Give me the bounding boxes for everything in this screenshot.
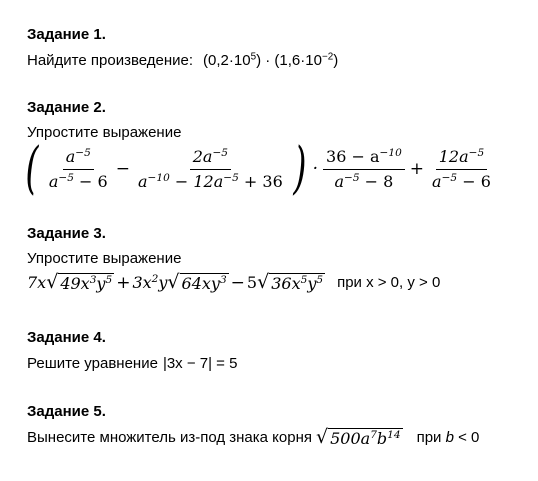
task-3 xyxy=(27,225,440,293)
task-5-title: Задание 5. xyxy=(27,403,106,420)
dot-sign: · xyxy=(312,159,319,179)
fraction-2: $\frac{2a^{-5}}{a^{-10} - 12a^{-5} + 36}$ xyxy=(137,146,283,191)
fraction-1: $\frac{a^{-5}}{a^{-5} - 6}$ xyxy=(48,146,108,191)
task-4-text: Решите уравнение xyxy=(27,355,158,372)
task-1-text: Найдите произведение: xyxy=(27,52,194,69)
right-paren: ) xyxy=(293,136,307,201)
task-1-body xyxy=(27,52,338,70)
fraction-3: $\frac{36 - a^{-10}}{a^{-5} - 8}$ xyxy=(323,147,405,192)
minus-sign: − xyxy=(115,159,130,179)
task-2-title: Задание 2. xyxy=(27,99,106,116)
task-4-equation: |3x − 7| = 5 xyxy=(162,355,238,372)
task-3-title: Задание 3. xyxy=(27,225,106,242)
task-5 xyxy=(27,403,479,448)
task-3-condition: при x > 0, y > 0 xyxy=(337,273,441,291)
task-5-text: Вынесите множитель из-под знака корня xyxy=(27,428,312,446)
plus-sign: + xyxy=(409,159,425,179)
task-2 xyxy=(25,99,497,201)
task-5-body xyxy=(27,427,479,448)
task-3-expression: 7x √ $49x^3y^5$ + $3x^2y$ √ $64xy^3$ − 5 √ $36x^5y^5$ при x > 0, y > 0 xyxy=(27,271,441,293)
task-3-text: Упростите выражение xyxy=(27,250,182,267)
task-1-expression: $(0,2\cdot 10^5) \cdot (1,6\cdot 10^{-2})$ xyxy=(203,51,339,69)
task-2-expression xyxy=(21,136,497,201)
task-4-body xyxy=(27,355,237,373)
task-1-title: Задание 1. xyxy=(27,26,106,43)
radical-3: √ $36x^5y^5$ xyxy=(257,271,324,293)
radical-1: √ $49x^3y^5$ xyxy=(46,271,113,293)
fraction-4: $\frac{12a^{-5}}{a^{-5} - 6}$ xyxy=(432,146,491,191)
task-4 xyxy=(27,329,237,373)
radical-2: √ $64xy^3$ xyxy=(167,271,227,293)
task-5-condition: при b < 0 xyxy=(416,428,480,446)
task-4-title: Задание 4. xyxy=(27,329,106,346)
task-1 xyxy=(27,26,338,70)
radical-5: √ $500a^7b^{14}$ xyxy=(316,426,401,448)
left-paren: ( xyxy=(25,136,39,201)
task-2-text: Упростите выражение xyxy=(27,124,182,141)
